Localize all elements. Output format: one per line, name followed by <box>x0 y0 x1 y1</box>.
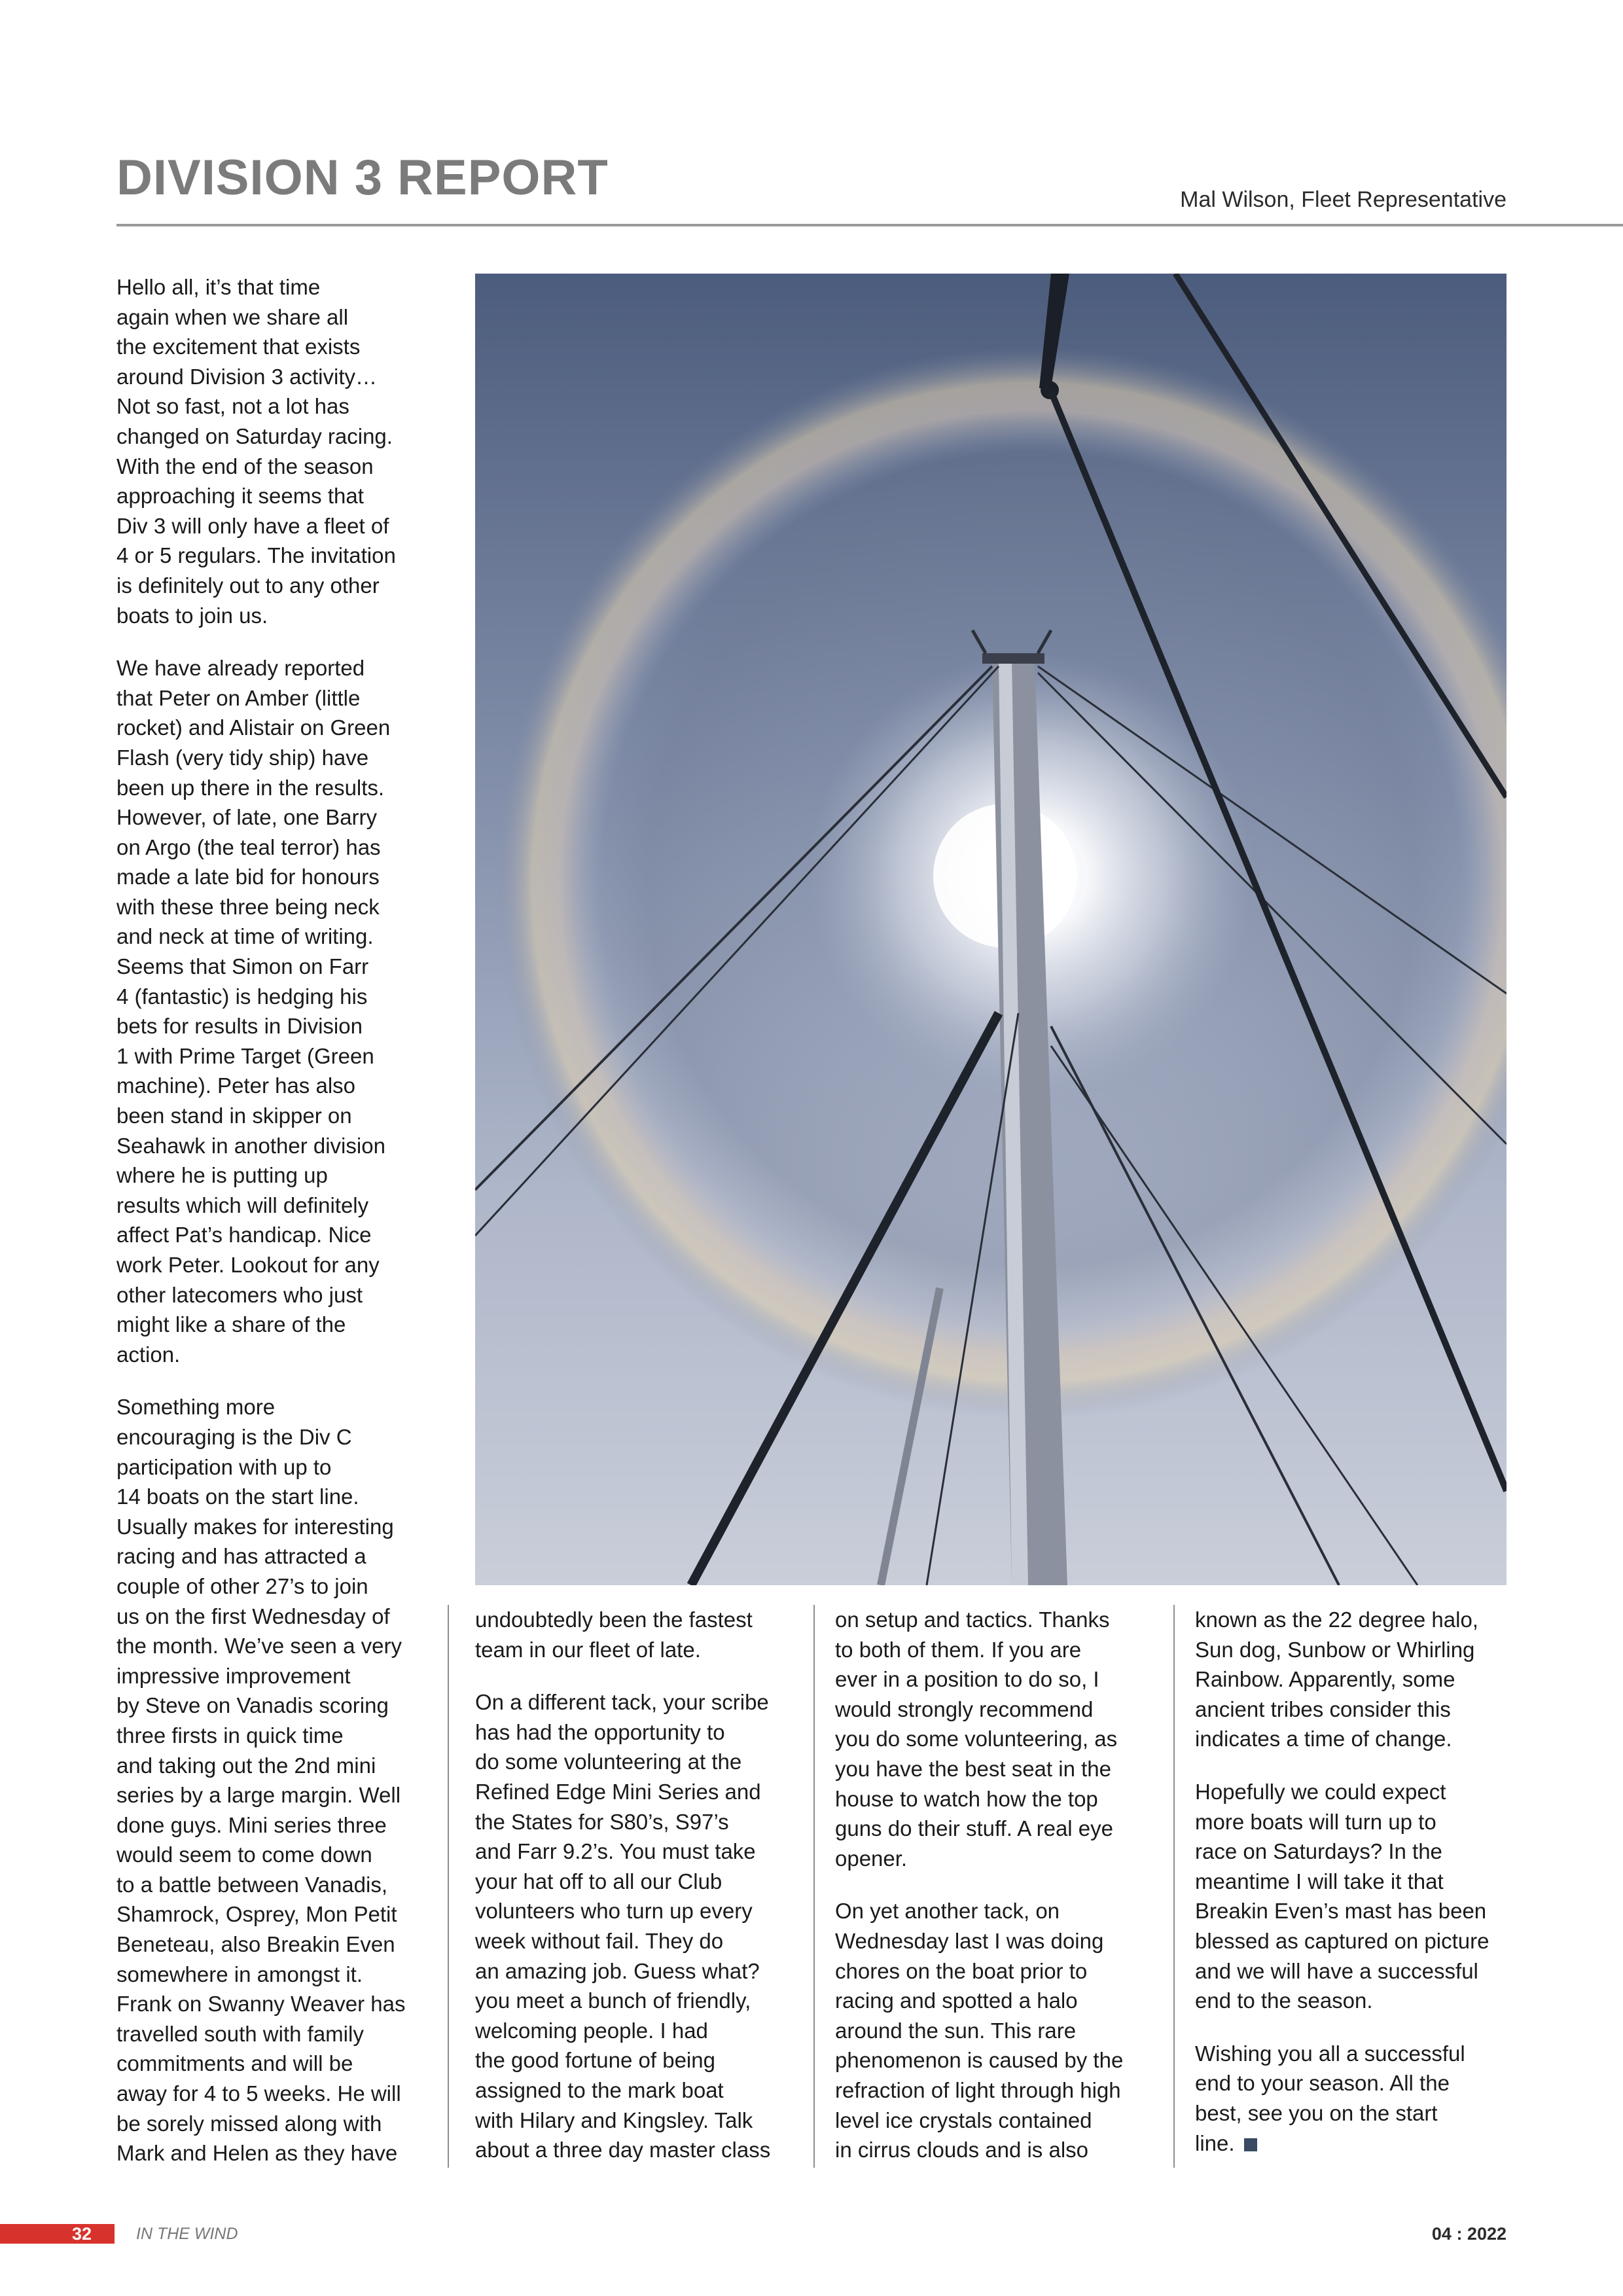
column-divider <box>813 1605 815 2168</box>
paragraph: known as the 22 degree halo, Sun dog, Sunbow or Whirling Rainbow. Apparently, some ancient tribes consider this indicates a time of change. <box>1195 1607 1478 1751</box>
paragraph: We have already reported that Peter on Amber (little rocket) and Alistair on Green Flash (very tidy ship) have been up there in the results. However, of late, one Barry on Argo (the teal terror) has made a late bid for honours with these three being neck and neck at time of writing. Seems that Simon on Farr 4 (fantastic) is hedging his bets for results in Division 1 with Prime Target (Green machine). Peter has also been stand in skipper on Seahawk in another division where he is putting up results which will definitely affect Pat’s handicap. Nice work Peter. Lookout for any other latecomers who just might like a share of the action. <box>116 656 391 1367</box>
paragraph: On a different tack, your scribe has had the opportunity to do some volunteering at the Refined Edge Mini Series and the States for S80’s, S97’s and Farr 9.2’s. You must take your hat off to all our Club volunteers who turn up every week without fail. They do an amazing job. Guess what? you meet a bunch of friendly, welcoming people. I had the good fortune of being assigned to the mark boat with Hilary and Kingsley. Talk about a three day master class <box>475 1690 771 2162</box>
column-divider <box>448 1605 449 2168</box>
author-byline: Mal Wilson, Fleet Representative <box>1180 187 1507 212</box>
paragraph: Hopefully we could expect more boats will turn up to race on Saturdays? In the meantime I will take it that Breakin Even’s mast has been blessed as captured on picture and we will have a successful end to the season. <box>1195 1779 1489 2013</box>
issue-date: 04 : 2022 <box>1431 2224 1507 2244</box>
article-column-4 <box>1195 1605 1516 2181</box>
paragraph: On yet another tack, on Wednesday last I was doing chores on the boat prior to racing and spotted a halo around the sun. This rare phenomenon is caused by the refraction of light through high level ice crystals contained in cirrus clouds and is also <box>835 1899 1124 2162</box>
page-number: 32 <box>72 2224 92 2244</box>
end-mark-icon <box>1244 2138 1257 2151</box>
article-column-2 <box>475 1605 796 2188</box>
mast-halo-photo <box>475 274 1507 1585</box>
paragraph: Something more encouraging is the Div C participation with up to 14 boats on the start line. Usually makes for interesting racing and has attracted a couple of other 27’s to join us on the first Wednesday of the month. We’ve seen a very impressive improvement by Steve on Vanadis scoring three firsts in quick time and taking out the 2nd mini series by a large margin. Well done guys. Mini series three would seem to come down to a battle between Vanadis, Shamrock, Osprey, Mon Petit Beneteau, also Breakin Even somewhere in amongst it. Frank on Swanny Weaver has travelled south with family commitments and will be away for 4 to 5 weeks. He will be sorely missed along with Mark and Helen as they have <box>116 1395 406 2166</box>
header-rule <box>116 224 1623 226</box>
column-divider <box>1173 1605 1175 2168</box>
page-title: DIVISION 3 REPORT <box>116 150 609 206</box>
paragraph: undoubtedly been the fastest team in our fleet of late. <box>475 1607 753 1662</box>
article-column-1 <box>116 272 418 2191</box>
paragraph: Hello all, it’s that time again when we share all the excitement that exists around Division 3 activity… Not so fast, not a lot has changed on Saturday racing. With the end of the season approaching it seems that Div 3 will only have a fleet of 4 or 5 regulars. The invitation is definitely out to any other boats to join us. <box>116 275 396 628</box>
footer-accent-bar <box>0 2224 115 2244</box>
paragraph: on setup and tactics. Thanks to both of them. If you are ever in a position to do so, I would strongly recommend you do some volunteering, as you have the best seat in the house to watch how the top guns do their stuff. A real eye opener. <box>835 1607 1118 1871</box>
magazine-name: IN THE WIND <box>136 2225 238 2243</box>
article-column-3 <box>835 1605 1162 2188</box>
paragraph: Wishing you all a successful end to your season. All the best, see you on the start line. <box>1195 2041 1465 2155</box>
